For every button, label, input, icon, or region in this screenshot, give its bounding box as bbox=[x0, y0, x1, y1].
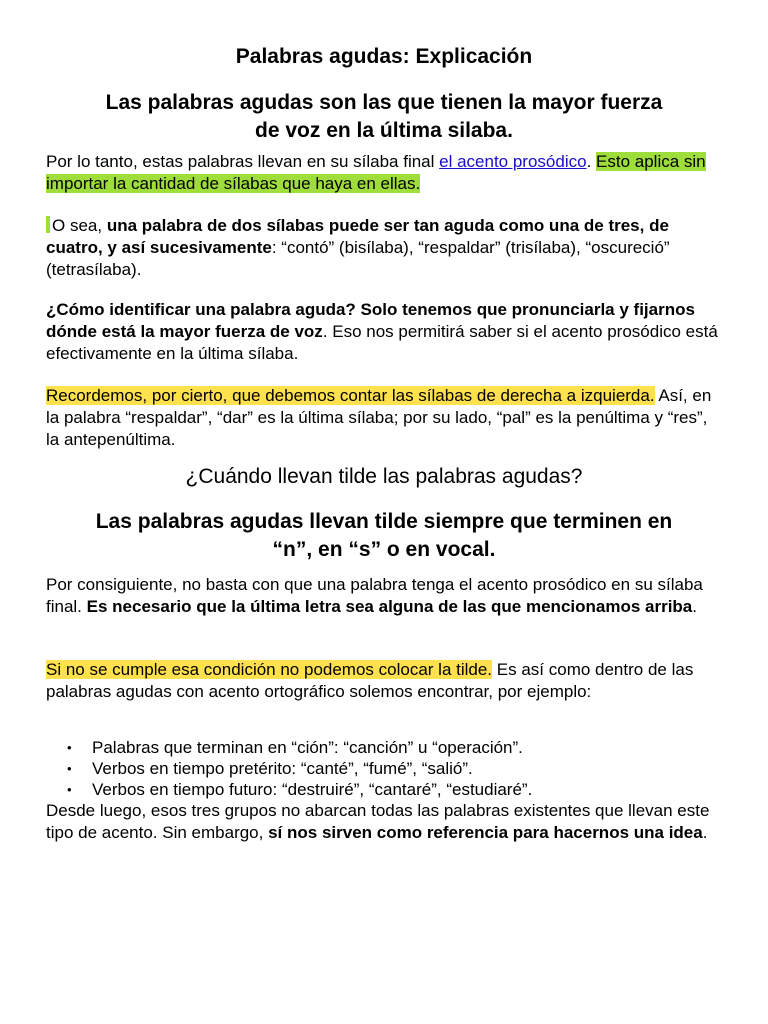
tilde-rule-line-2: “n”, en “s” o en vocal. bbox=[272, 538, 496, 561]
bullet-icon: • bbox=[67, 761, 72, 776]
list-item: • Palabras que terminan en “ción”: “canción” u “operación”. bbox=[67, 738, 523, 757]
paragraph-identificar bbox=[46, 299, 722, 365]
main-heading-line-1: Las palabras agudas son las que tienen la mayor fuerza bbox=[105, 91, 663, 114]
highlight-marker bbox=[46, 216, 50, 233]
paragraph-text: . Eso nos permitirá saber si el acento prosódico está efectivamente en la última sílaba. bbox=[46, 322, 718, 363]
paragraph-recordemos bbox=[46, 385, 722, 451]
highlighted-text: Si no se cumple esa condición no podemos colocar la tilde. bbox=[46, 660, 493, 679]
highlighted-text: Recordemos, por cierto, que debemos contar las sílabas de derecha a izquierda. bbox=[46, 386, 655, 405]
paragraph-conclusion bbox=[46, 800, 722, 844]
bullet-icon: • bbox=[67, 782, 72, 797]
bold-text: una palabra de dos sílabas puede ser tan aguda como una de tres, de cuatro, y así sucesivamente bbox=[46, 216, 669, 257]
bold-text: Es necesario que la última letra sea alguna de las que mencionamos arriba bbox=[86, 597, 693, 616]
main-heading bbox=[40, 89, 728, 145]
paragraph-text: : “contó” (bisílaba), “respaldar” (trisílaba), “oscureció” (tetrasílaba). bbox=[46, 238, 670, 279]
paragraph-text: O sea, bbox=[52, 216, 107, 235]
paragraph-condicion bbox=[46, 659, 722, 703]
paragraph-consiguiente bbox=[46, 574, 722, 618]
page-title: Palabras agudas: Explicación bbox=[235, 45, 533, 68]
tilde-rule-heading bbox=[40, 508, 728, 564]
tilde-rule-line-1: Las palabras agudas llevan tilde siempre que terminen en bbox=[95, 510, 673, 533]
paragraph-text: Por lo tanto, estas palabras llevan en su sílaba final bbox=[46, 152, 440, 171]
paragraph-text: Por consiguiente, no basta con que una palabra tenga el acento prosódico en su sílaba final. bbox=[46, 575, 703, 616]
section-heading-tilde: ¿Cuándo llevan tilde las palabras agudas? bbox=[185, 465, 583, 488]
paragraph-acento bbox=[46, 151, 722, 195]
paragraph-text: Desde luego, esos tres grupos no abarcan todas las palabras existentes que llevan este tipo de acento. Sin embargo, bbox=[46, 801, 710, 842]
paragraph-text: Es así como dentro de las palabras agudas con acento ortográfico solemos encontrar, por ejemplo: bbox=[46, 660, 694, 701]
main-heading-line-2: de voz en la última silaba. bbox=[255, 119, 513, 142]
paragraph-text: Así, en la palabra “respaldar”, “dar” es la última sílaba; por su lado, “pal” es la penúltima y “res”, la antepenúltima. bbox=[46, 386, 712, 449]
acento-prosodico-link[interactable]: el acento prosódico bbox=[439, 152, 587, 171]
bold-text: ¿Cómo identificar una palabra aguda? Solo tenemos que pronunciarla y fijarnos dónde está la mayor fuerza de voz bbox=[46, 300, 695, 341]
paragraph-ejemplos bbox=[46, 215, 722, 281]
highlighted-text: Esto aplica sin importar la cantidad de sílabas que haya en ellas. bbox=[46, 152, 706, 193]
bold-text: sí nos sirven como referencia para hacernos una idea bbox=[268, 823, 703, 842]
examples-list bbox=[46, 737, 722, 800]
bullet-icon: • bbox=[67, 740, 72, 755]
list-item: • Verbos en tiempo pretérito: “canté”, “fumé”, “salió”. bbox=[67, 759, 473, 778]
paragraph-text: . bbox=[702, 823, 708, 842]
paragraph-text: . bbox=[586, 152, 597, 171]
list-item: • Verbos en tiempo futuro: “destruiré”, “cantaré”, “estudiaré”. bbox=[67, 780, 533, 799]
paragraph-text: . bbox=[692, 597, 697, 616]
